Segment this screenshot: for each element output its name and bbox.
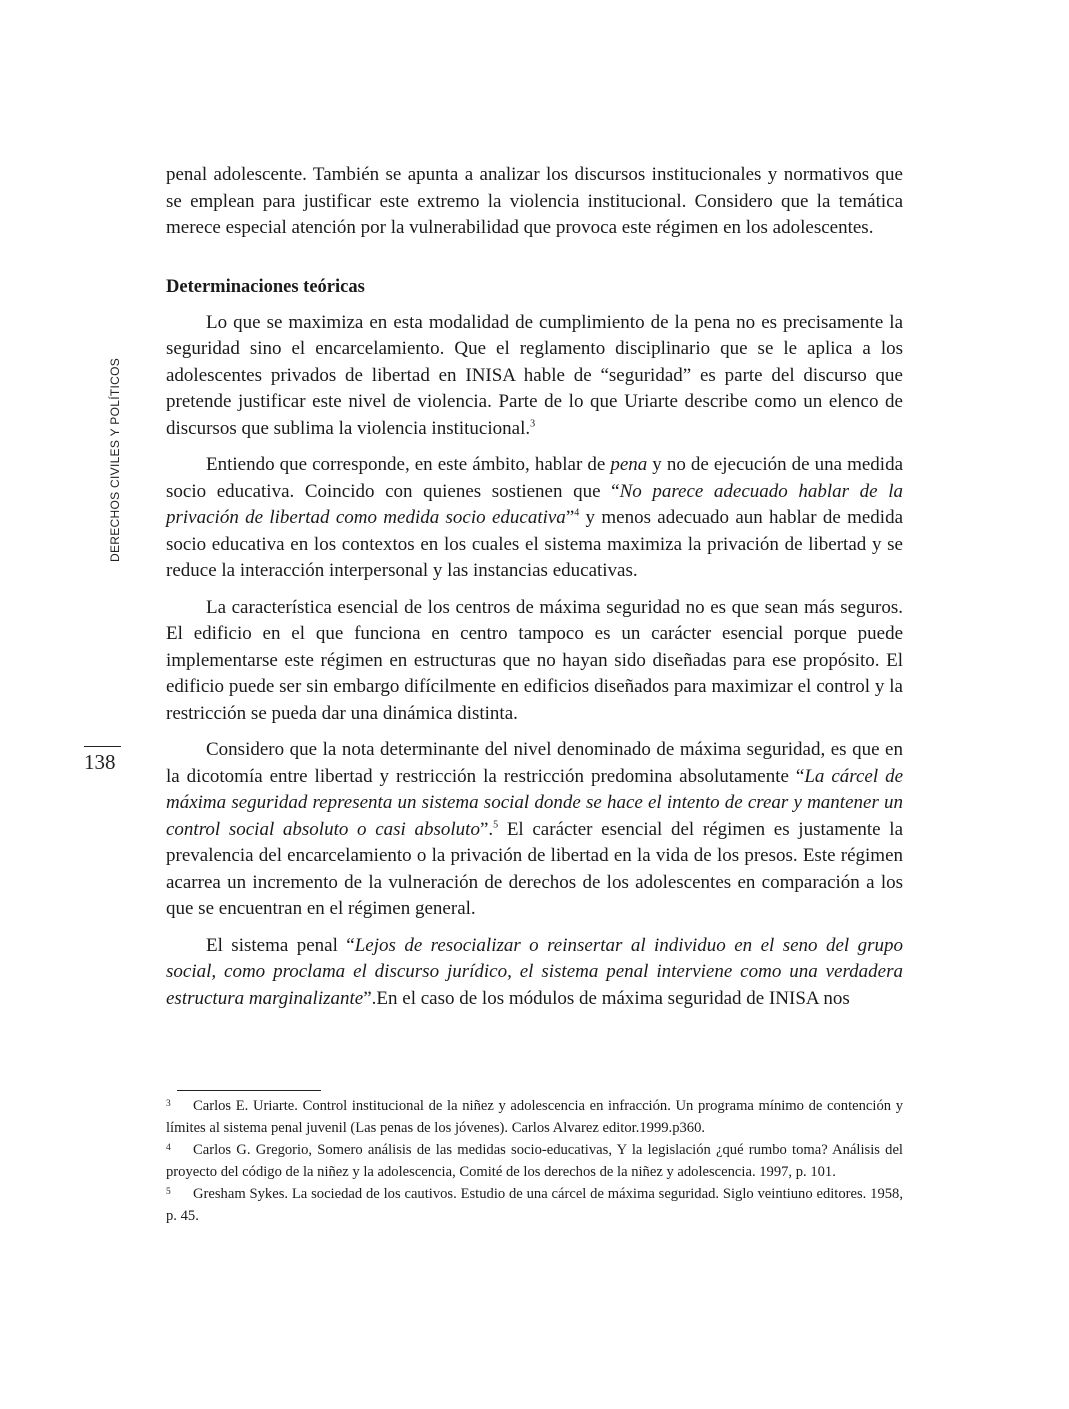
paragraph-2-text-a: Entiendo que corresponde, en este ámbito, hablar de xyxy=(206,454,611,475)
paragraph-4-quote-close: ”. xyxy=(479,818,494,840)
footnote-3 xyxy=(166,1096,903,1139)
paragraph-4-quote: La cárcel de máxima seguridad representa un sistema social donde se hace el intento de crear y mantener un control social absoluto o casi absoluto xyxy=(166,765,903,840)
paragraph-5-text-c: ”.En el caso de los módulos de máxima seguridad de INISA nos xyxy=(363,987,850,1009)
paragraph-2-italic-pena: pena xyxy=(610,454,648,475)
intro-paragraph: penal adolescente. También se apunta a analizar los discursos institucionales y normativos que se emplean para justificar este extremo la violencia institucional. Considero que la temática merece especial atención por la vulnerabilidad que provoca este régimen en los adolescentes. xyxy=(166,164,903,238)
footnote-text: Gresham Sykes. La sociedad de los cautivos. Estudio de una cárcel de máxima seguridad. Siglo veintiuno editores. 1958, p. 45. xyxy=(166,1186,903,1224)
paragraph-2-quote-close: ” xyxy=(565,507,575,528)
footnote-ref-5: 5 xyxy=(493,819,499,831)
footnote-text: Carlos E. Uriarte. Control institucional de la niñez y adolescencia en infracción. Un programa mínimo de contención y límites al sistema penal juvenil (Las penas de los jóvenes). Carlos Alvarez editor.1999.p360. xyxy=(166,1098,903,1136)
footnote-separator xyxy=(177,1090,321,1091)
paragraph-4 xyxy=(166,737,903,923)
footnote-ref-4: 4 xyxy=(574,507,580,519)
paragraph-1 xyxy=(166,310,903,443)
footnote-5 xyxy=(166,1184,903,1227)
footnote-number: 5 xyxy=(166,1187,171,1197)
footnote-number: 3 xyxy=(166,1099,171,1109)
running-section-label: DERECHOS CIVILES Y POLÍTICOS xyxy=(108,357,122,562)
footnotes xyxy=(166,1096,903,1228)
page-number: 138 xyxy=(84,750,116,774)
paragraph-2-quote: No parece adecuado hablar de la privación de libertad como medida socio educativa xyxy=(166,480,903,528)
footnote-ref-3: 3 xyxy=(530,418,536,430)
footnote-text: Carlos G. Gregorio, Somero análisis de las medidas socio-educativas, Y la legislación ¿qué rumbo toma? Análisis del proyecto del código de la niñez y la adolescencia, Comité de los derechos de la niñez y adolescencia. 1997, p. 101. xyxy=(166,1142,903,1180)
page-number-rule xyxy=(84,746,121,747)
paragraph-5-text-a: El sistema penal “ xyxy=(206,934,355,956)
paragraph-2-text-f: y menos adecuado aun hablar de medida socio educativa en los contextos en los cuales el sistema maximiza la privación de libertad y se reduce la interacción interpersonal y las instancias educativas. xyxy=(166,507,903,581)
paragraph-1-text: Lo que se maximiza en esta modalidad de cumplimiento de la pena no es precisamente la seguridad sino el encarcelamiento. Que el reglamento disciplinario que se le aplica a los adolescentes privados de libertad en INISA hable de “seguridad” es parte del discurso que pretende justificar este nivel de violencia. Parte de lo que Uriarte describe como un elenco de discursos que sublima la violencia institucional. xyxy=(166,311,903,439)
paragraph-4-text-a: Considero que la nota determinante del nivel denominado de máxima seguridad, es que en la dicotomía entre libertad y restricción la restricción predomina absolutamente “ xyxy=(166,739,903,787)
paragraph-5 xyxy=(166,933,903,1013)
paragraph-2-text-c: y no de ejecución de una medida socio educativa. Coincido con quienes sostienen que “ xyxy=(166,454,904,502)
paragraph-5-quote: Lejos de resocializar o reinsertar al individuo en el seno del grupo social, como proclama el discurso jurídico, el sistema penal interviene como una verdadera estructura marginalizante xyxy=(166,934,903,1009)
section-heading: Determinaciones teóricas xyxy=(166,276,365,297)
footnote-4 xyxy=(166,1140,903,1183)
footnote-number: 4 xyxy=(166,1143,171,1153)
paragraph-4-text-d: El carácter esencial del régimen es justamente la prevalencia del encarcelamiento o la privación de libertad en la vida de los presos. Este régimen acarrea un incremento de la vulneración de derechos de los adolescentes en comparación a los que se encuentran en el régimen general. xyxy=(166,818,904,919)
body-text xyxy=(166,162,903,1022)
paragraph-2 xyxy=(166,452,903,585)
paragraph-3: La característica esencial de los centros de máxima seguridad no es que sean más seguros. El edificio en el que funciona en centro tampoco es un carácter esencial porque puede implementarse este régimen en estructuras que no hayan sido diseñadas para ese propósito. El edificio puede ser sin embargo difícilmente en edificios diseñados para maximizar el control y la restricción se pueda dar una dinámica distinta. xyxy=(166,596,903,724)
